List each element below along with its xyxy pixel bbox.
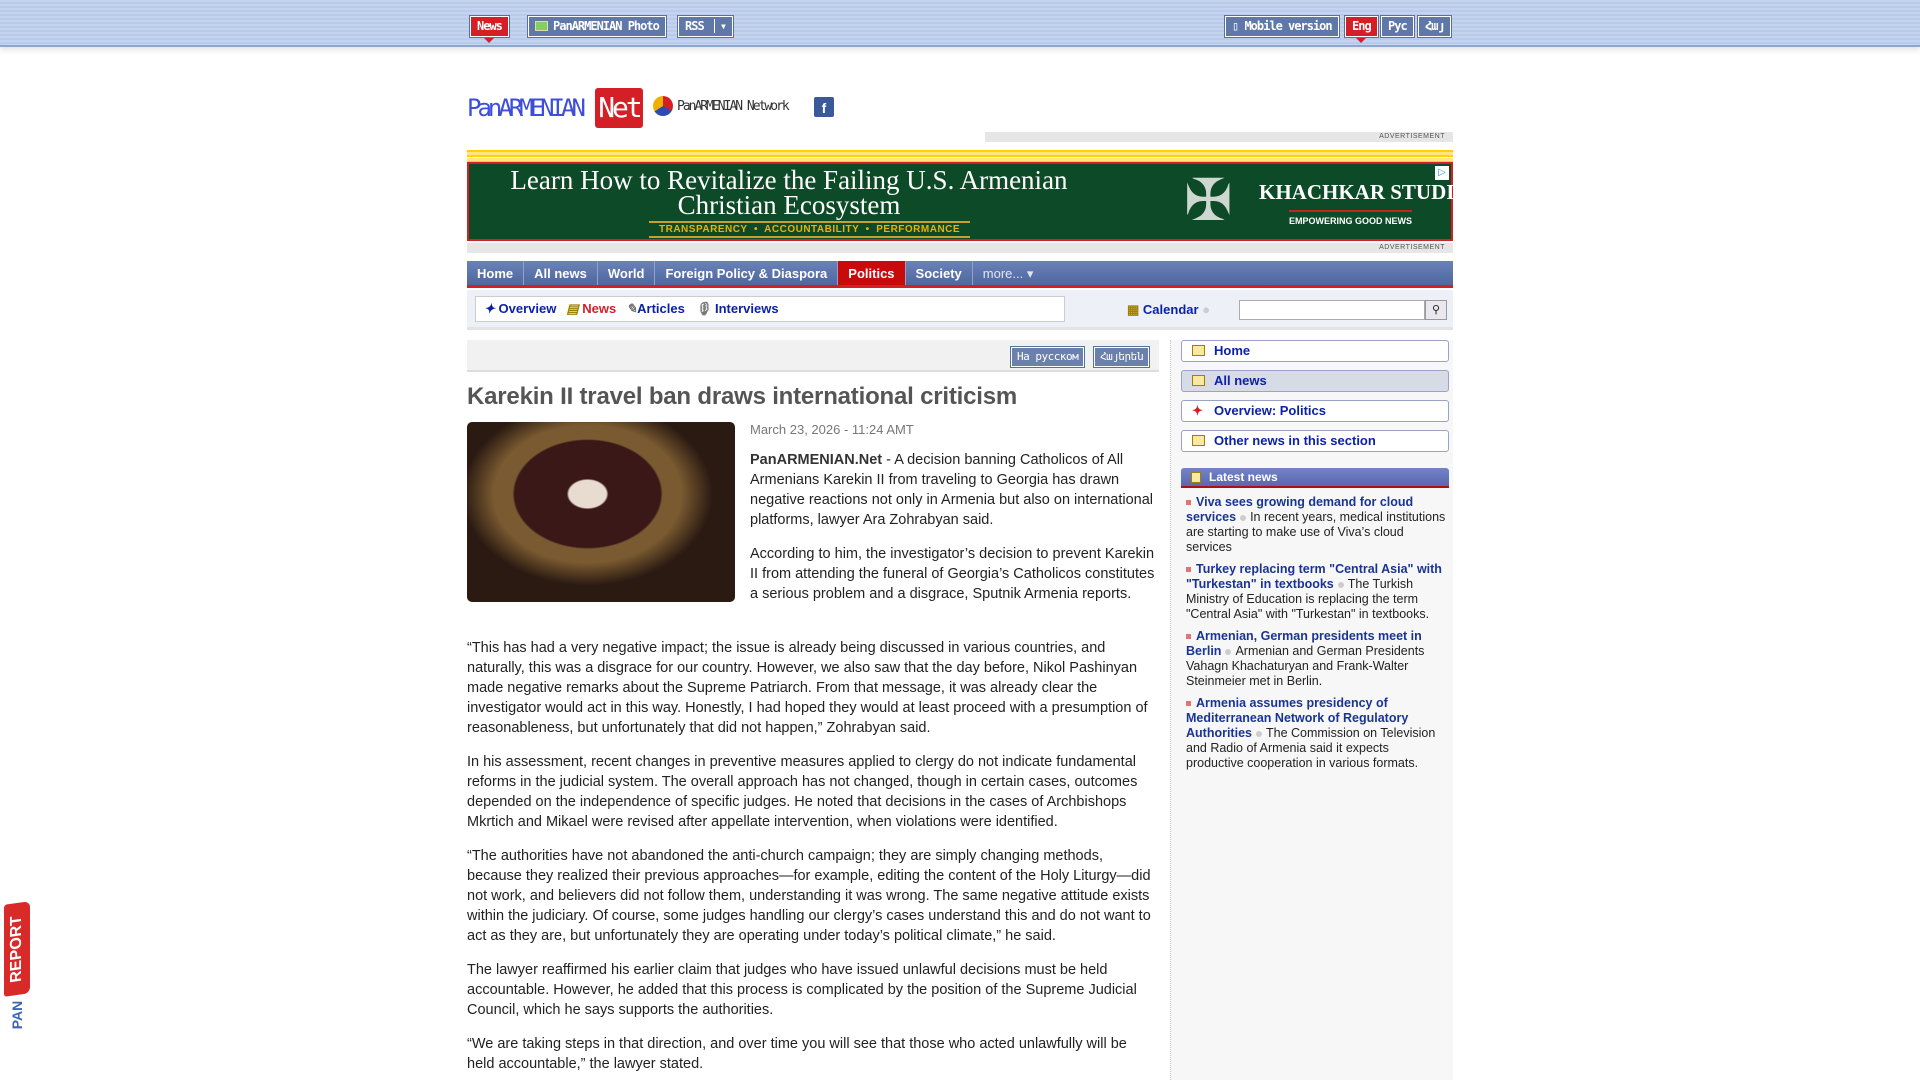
pan-report-tab[interactable]: [2, 903, 30, 1030]
list-item: [1186, 629, 1448, 689]
photo-icon: [535, 21, 548, 31]
rss-button[interactable]: [678, 16, 733, 37]
compass-icon: ✦: [1192, 403, 1203, 418]
ad-banner[interactable]: [467, 162, 1483, 241]
lang-eng[interactable]: Eng: [1345, 16, 1378, 37]
sub-nav: [467, 290, 1453, 330]
bullet-icon: [1186, 500, 1191, 505]
russian-version-button[interactable]: На русском: [1011, 347, 1084, 367]
sidebar-link-label: All news: [1214, 373, 1267, 388]
armenian-version-button[interactable]: Հայերեն: [1094, 347, 1149, 367]
microphone-icon: 🎙: [694, 301, 712, 316]
network-label: PanARMENIAN Network: [677, 98, 788, 114]
separator-dot: [1240, 515, 1246, 521]
news-link[interactable]: Armenian, German presidents meet in Berlin: [1186, 629, 1422, 658]
ad-brand: KHACHKAR STUDIOS: [1259, 180, 1483, 204]
sidebar-link-all-news[interactable]: [1181, 370, 1449, 392]
tab-articles-label: Articles: [637, 301, 685, 316]
article-source: PanARMENIAN.Net: [750, 452, 883, 468]
news-link[interactable]: Turkey replacing term "Central Asia" with "Turkestan" in textbooks: [1186, 562, 1442, 591]
article-photo: [467, 422, 735, 602]
mobile-label: Mobile version: [1244, 19, 1332, 33]
lang-arm[interactable]: Հայ: [1418, 16, 1451, 37]
tab-news-label: News: [582, 301, 617, 316]
tab-interviews[interactable]: [695, 301, 779, 317]
nav-home[interactable]: Home: [467, 261, 524, 285]
article-lead: [750, 450, 1160, 618]
photo-button[interactable]: [528, 16, 666, 37]
latest-news-title: Latest news: [1209, 470, 1278, 484]
separator-dot: ●: [1202, 302, 1211, 317]
article-body: [467, 638, 1152, 1088]
search-input[interactable]: [1239, 300, 1425, 320]
latest-news-list: [1186, 495, 1448, 778]
body-paragraph: The lawyer reaffirmed his earlier claim that judges who have issued unlawful decisions must be held accountable. However, he added that this process is complicated by the position of the Supreme Judicial Council, which he says supports the authorities.: [467, 962, 1137, 1018]
body-paragraph: In his assessment, recent changes in preventive measures applied to clergy do not indicate fundamental reforms in the judicial system. The overall approach has not changed, though in certain cases, outcomes depended on the independence of specific judges. He noted that decisions in the cases of Archbishops Mkrtich and Mikael were revised after appellate intervention, when violations were identified.: [467, 754, 1138, 830]
sidebar-link-label: Home: [1214, 343, 1251, 358]
news-icon: [1191, 472, 1201, 483]
body-paragraph: “We are taking steps in that direction, and over time you will see that those who acted unlawfully will be held accountable,” the lawyer stated.: [467, 1036, 1127, 1072]
pan-label: PAN: [9, 1000, 25, 1030]
compass-icon: ✦: [484, 301, 495, 316]
news-summary: The Turkish Ministry of Education is replacing the term "Central Asia" with "Turkestan" in textbooks.: [1186, 577, 1430, 621]
list-item: [1186, 696, 1448, 771]
ad-title: Learn How to Revitalize the Failing U.S. Armenian Christian Ecosystem: [510, 165, 1068, 220]
report-badge: [4, 901, 30, 997]
nav-society[interactable]: Society: [906, 261, 973, 285]
sidebar-link-label: Other news in this section: [1214, 433, 1376, 448]
notepad-icon: [1192, 345, 1205, 356]
windows-icon: [1192, 375, 1205, 386]
news-button[interactable]: News: [470, 16, 509, 37]
rss-label: RSS: [685, 19, 704, 33]
ad-subtitle: TRANSPARENCY • ACCOUNTABILITY • PERFORMANCE: [649, 221, 970, 238]
ad-stripes: [467, 150, 1453, 162]
calendar-label: Calendar: [1142, 302, 1199, 317]
pen-icon: ✎: [626, 301, 638, 316]
sidebar-link-overview[interactable]: [1181, 400, 1449, 422]
article-title: Karekin II travel ban draws international criticism: [467, 383, 1017, 410]
tab-overview[interactable]: [484, 301, 556, 317]
sidebar-link-home[interactable]: [1181, 340, 1449, 362]
nav-foreign-policy[interactable]: Foreign Policy & Diaspora: [655, 261, 838, 285]
news-icon: [1192, 435, 1205, 446]
ad-label-bottom: ADVERTISEMENT: [467, 243, 1453, 253]
bullet-icon: [1186, 634, 1191, 639]
body-paragraph: “This has had a very negative impact; the issue is already being discussed in various countries, and naturally, this was a disgrace for our country. However, we also saw that the day before, Nikol Pashinyan made negative remarks about the Supreme Patriarch. From that message, it was already clear the investigator would act in this way. Honestly, I had hoped they would at least proceed with a presumption of reasonableness, but unfortunately that did not happen,” Zohrabyan said.: [467, 640, 1148, 736]
tab-articles[interactable]: [626, 301, 685, 317]
logo-text[interactable]: PanARMENIAN: [467, 94, 582, 122]
calendar-icon: ▦: [1127, 302, 1140, 317]
news-summary: In recent years, medical institutions are starting to make use of Viva’s cloud services: [1186, 510, 1446, 554]
sidebar-link-label: Overview: Politics: [1214, 403, 1326, 418]
body-paragraph: “The authorities have not abandoned the anti-church campaign; they are simply changing methods, because they realized their previous approaches—for example, editing the content of the Holy Liturgy—did not work, and believers did not follow them, understanding it was wrong. The same negative attitude exists within the judiciary. Of course, some judges handling our clergy’s cases understand this and do not want to act as they are, but unfortunately they are operating under today’s political climate,” he said.: [467, 848, 1151, 944]
khachkar-cross-icon: ✠: [1184, 168, 1233, 233]
separator-dot: [1338, 582, 1344, 588]
news-link[interactable]: Armenia assumes presidency of Mediterranean Network of Regulatory Authorities: [1186, 696, 1409, 740]
tab-overview-label: Overview: [498, 301, 557, 316]
lead-text: - A decision banning Catholicos of All Armenians Karekin II from traveling to Georgia has drawn negative reactions not only in Armenia but also on international platforms, lawyer Ara Zohrabyan said.: [750, 452, 1154, 528]
pan-badge: [4, 998, 30, 1032]
calendar-link[interactable]: [1127, 302, 1210, 318]
news-icon: ▤: [566, 301, 579, 316]
list-item: [1186, 562, 1448, 622]
nav-all-news[interactable]: All news: [524, 261, 598, 285]
adchoices-icon[interactable]: ▷: [1435, 166, 1449, 180]
tab-interviews-label: Interviews: [715, 301, 779, 316]
lang-rus[interactable]: Рус: [1381, 16, 1414, 37]
news-summary: The Commission on Television and Radio of Armenia said it expects productive cooperation in various formats.: [1186, 726, 1436, 770]
article-lang-bar: [467, 340, 1159, 372]
section-tabs: [475, 296, 1065, 322]
chevron-down-icon: ▾: [714, 19, 726, 33]
top-bar: [0, 0, 1920, 47]
search-icon[interactable]: ⚲: [1425, 300, 1447, 320]
latest-news-header: [1181, 468, 1449, 488]
network-globe-icon: [653, 96, 673, 116]
separator-dot: [1256, 731, 1262, 737]
nav-more[interactable]: more... ▾: [982, 266, 1034, 281]
logo-net[interactable]: Net: [595, 88, 643, 128]
list-item: [1186, 495, 1448, 555]
photo-label: PanARMENIAN Photo: [553, 19, 659, 33]
ad-tagline: EMPOWERING GOOD NEWS: [1289, 210, 1412, 226]
ad-label: ADVERTISEMENT: [985, 132, 1453, 142]
bullet-icon: [1186, 567, 1191, 572]
news-summary: Armenian and German Presidents Vahagn Khachaturyan and Frank-Walter Steinmeier met in Berlin.: [1186, 644, 1425, 688]
bullet-icon: [1186, 701, 1191, 706]
sidebar: [1170, 340, 1453, 1080]
mobile-version-button[interactable]: [1225, 16, 1339, 37]
nav-world[interactable]: World: [598, 261, 656, 285]
facebook-icon[interactable]: f: [814, 97, 834, 117]
news-link[interactable]: Viva sees growing demand for cloud services: [1186, 495, 1414, 524]
lead-paragraph: [750, 450, 1160, 530]
nav-politics[interactable]: Politics: [838, 261, 905, 285]
lead-paragraph: According to him, the investigator’s decision to prevent Karekin II from attending the funeral of Georgia’s Catholicos constitutes a serious problem and a disgrace, Sputnik Armenia reports.: [750, 546, 1155, 602]
tab-news[interactable]: [566, 301, 616, 317]
main-nav: [467, 261, 1453, 288]
separator-dot: [1225, 649, 1231, 655]
report-label: REPORT: [8, 914, 25, 984]
sidebar-link-other-news[interactable]: [1181, 430, 1449, 452]
phone-icon: ▯: [1232, 19, 1245, 33]
article-date: March 23, 2026 - 11:24 AMT: [750, 422, 914, 437]
network-link[interactable]: [653, 96, 788, 116]
